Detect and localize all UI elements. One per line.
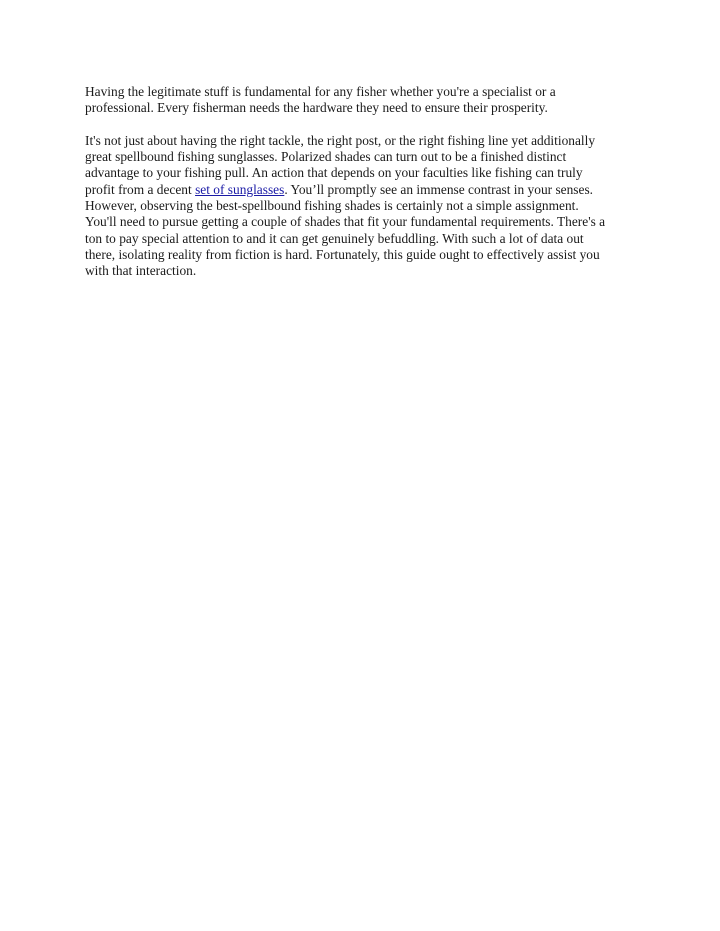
paragraph-2	[85, 133, 645, 280]
text-line: ton to pay special attention to and it can get genuinely befuddling. With such a lot of data out	[85, 230, 584, 246]
text-fragment: profit from a decent	[85, 181, 196, 197]
sunglasses-link[interactable]: set of sunglasses	[195, 181, 285, 197]
text-fragment: . You’ll promptly see an immense contrast in your senses.	[284, 181, 594, 197]
text-line: advantage to your fishing pull. An action that depends on your faculties like fishing can truly	[85, 165, 583, 181]
text-line: with that interaction.	[85, 263, 197, 279]
text-line: there, isolating reality from fiction is hard. Fortunately, this guide ought to effectively assist you	[85, 246, 600, 262]
text-line: great spellbound fishing sunglasses. Polarized shades can turn out to be a finished distinct	[85, 149, 567, 165]
text-line: It's not just about having the right tackle, the right post, or the right fishing line yet additionally	[85, 132, 596, 148]
text-line-with-link	[85, 182, 645, 198]
text-line: Having the legitimate stuff is fundamental for any fisher whether you're a specialist or a	[85, 84, 556, 99]
paragraph-1	[85, 84, 645, 117]
text-line: However, observing the best-spellbound fishing shades is certainly not a simple assignment.	[85, 198, 579, 214]
text-line: You'll need to pursue getting a couple of shades that fit your fundamental requirements. There's a	[85, 214, 606, 230]
article-body	[85, 84, 645, 280]
text-line: professional. Every fisherman needs the hardware they need to ensure their prosperity.	[85, 100, 548, 116]
